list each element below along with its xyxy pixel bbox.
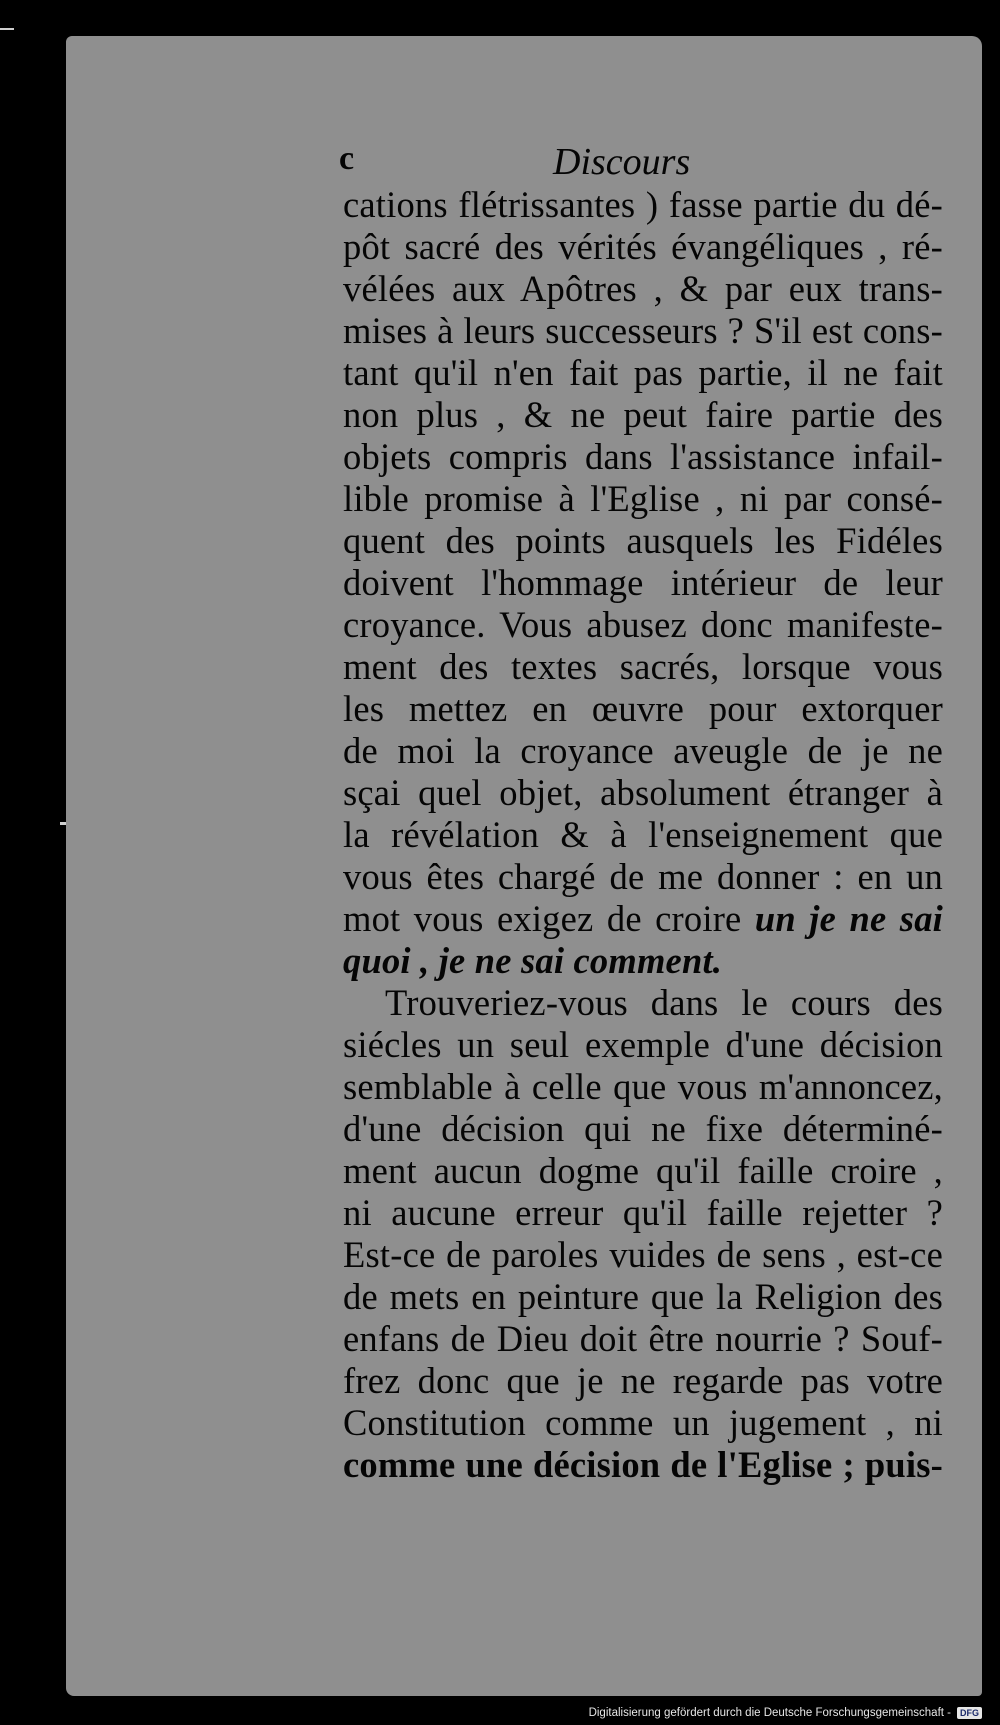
- edge-mark-top-left: [0, 28, 14, 30]
- text-line: cations flétrissantes ) fasse partie du dé-: [343, 184, 943, 225]
- text-line: tant qu'il n'en fait pas partie, il ne fait: [343, 352, 943, 393]
- paragraph-2: [343, 982, 943, 1486]
- text-line: vous êtes chargé de me donner : en un: [343, 856, 943, 897]
- text-line: frez donc que je ne regarde pas votre: [343, 1360, 943, 1401]
- text-line: semblable à celle que vous m'annoncez,: [343, 1066, 943, 1107]
- text-line: ment des textes sacrés, lorsque vous: [343, 646, 943, 687]
- text-line: d'une décision qui ne fixe déterminé-: [343, 1108, 943, 1149]
- text-line: mises à leurs successeurs ? S'il est cons-: [343, 310, 943, 351]
- dfg-logo: DFG: [957, 1707, 982, 1719]
- text-line: comme une décision de l'Eglise ; puis-: [343, 1444, 943, 1485]
- text-line: vélées aux Apôtres , & par eux trans-: [343, 268, 943, 309]
- running-title: Discours: [553, 141, 691, 183]
- page-mark: c: [339, 140, 355, 177]
- text-line: de moi la croyance aveugle de je ne: [343, 730, 943, 771]
- text-line-italic: [343, 940, 943, 982]
- text-line: ment aucun dogme qu'il faille croire ,: [343, 1150, 943, 1191]
- paragraph-1: [343, 184, 943, 982]
- mixed-italic: un je ne sai: [754, 898, 943, 939]
- text-line: objets compris dans l'assistance infail-: [343, 436, 943, 477]
- text-line: doivent l'hommage intérieur de leur: [343, 562, 943, 603]
- credit-text: Digitalisierung gefördert durch die Deutsche Forschungsgemeinschaft -: [588, 1707, 951, 1719]
- text-line: lible promise à l'Eglise , ni par consé-: [343, 478, 943, 519]
- text-line: ni aucune erreur qu'il faille rejetter ?: [343, 1192, 943, 1233]
- text-line: pôt sacré des vérités évangéliques , ré-: [343, 226, 943, 267]
- text-line: Constitution comme un jugement , ni: [343, 1402, 943, 1443]
- text-line: Est-ce de paroles vuides de sens , est-ce: [343, 1234, 943, 1275]
- text-line: Trouveriez-vous dans le cours des: [385, 982, 943, 1023]
- text-line: de mets en peinture que la Religion des: [343, 1276, 943, 1317]
- text-line: la révélation & à l'enseignement que: [343, 814, 943, 855]
- text-line: croyance. Vous abusez donc manifeste-: [343, 604, 943, 645]
- digitization-credit: [589, 1707, 982, 1719]
- text-line: sçai quel objet, absolument étranger à: [343, 772, 943, 813]
- text-line: enfans de Dieu doit être nourrie ? Souf-: [343, 1318, 943, 1359]
- italic-phrase: quoi , je ne sai comment.: [343, 940, 723, 981]
- mixed-plain: mot vous exigez de croire: [343, 898, 755, 939]
- text-line: quent des points ausquels les Fidéles: [343, 520, 943, 561]
- page-header: [339, 140, 943, 184]
- text-line: siécles un seul exemple d'une décision: [343, 1024, 943, 1065]
- text-line: non plus , & ne peut faire partie des: [343, 394, 943, 435]
- text-line-mixed: [343, 898, 943, 940]
- page-text: [339, 140, 943, 1486]
- text-line: les mettez en œuvre pour extorquer: [343, 688, 943, 729]
